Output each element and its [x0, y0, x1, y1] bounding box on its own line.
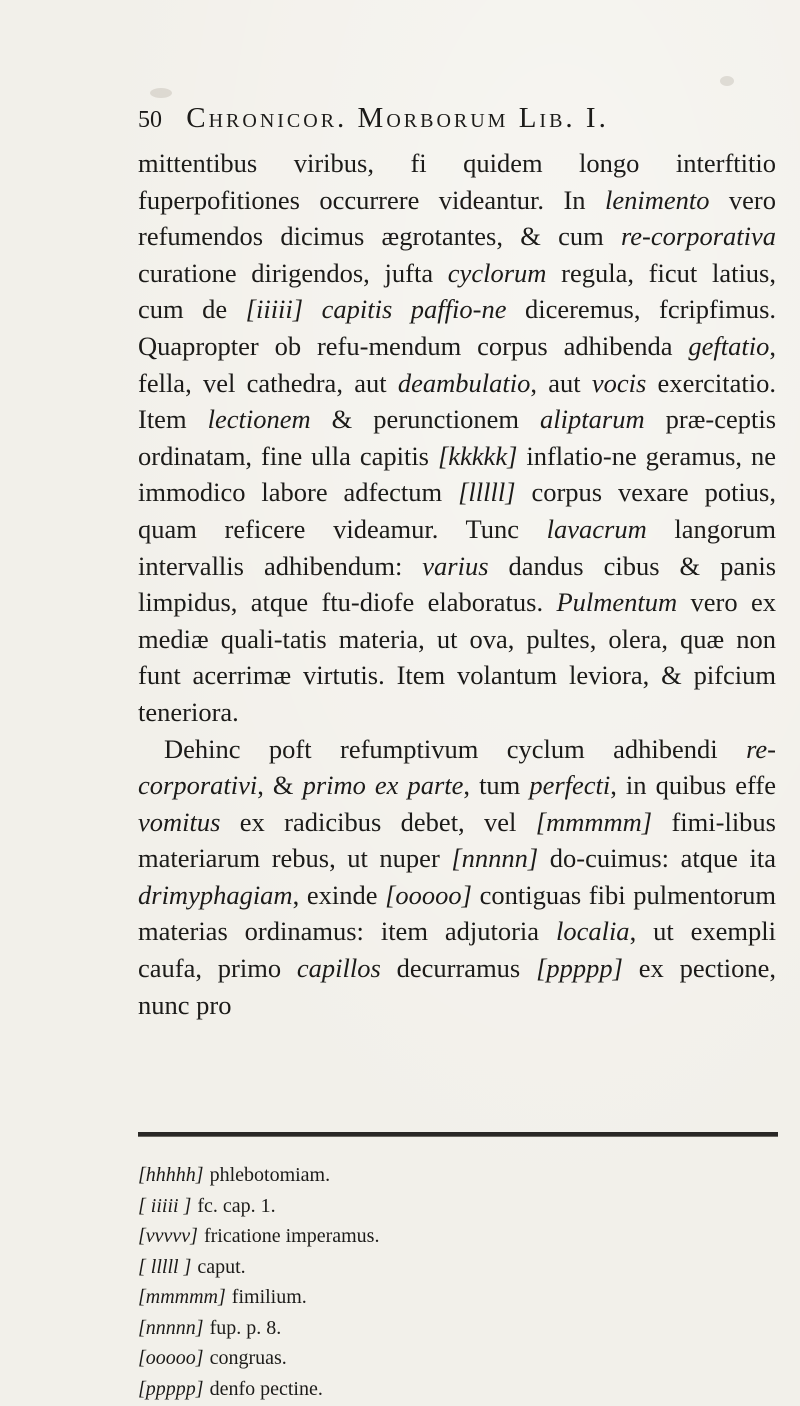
italic-term: localia: [555, 916, 630, 947]
text-run: & perunctionem: [310, 404, 541, 435]
text-run: , aut: [530, 367, 592, 398]
footnote-item: [138, 1221, 638, 1252]
italic-term: geftatio: [688, 330, 770, 361]
footnote-text: denfo pectine.: [209, 1377, 323, 1400]
text-run: fimi-libus materiarum rebus, ut nuper: [138, 806, 776, 874]
text-run: exercitatio. Item: [138, 367, 776, 435]
text-run: vero ex mediæ quali-tatis materia, ut ova, pultes, olera, quæ non funt acerrimæ virtutis. Item volantum leviora, & pifcium teneriora.: [138, 587, 776, 727]
italic-term: aliptarum: [540, 404, 645, 435]
footnotes: [138, 1160, 638, 1404]
italic-term: Pulmentum: [556, 587, 678, 618]
footnote-key: [ iiiii ]: [138, 1194, 192, 1217]
header-book-label: Lib. I.: [518, 102, 609, 134]
italic-term: vomitus: [138, 806, 221, 837]
text-run: curatione dirigendos, jufta: [138, 257, 448, 288]
footnote-text: fup. p. 8.: [209, 1316, 282, 1339]
footnote-key: [nnnnn]: [138, 1316, 204, 1339]
footnote-item: [138, 1191, 638, 1222]
paragraph: [138, 145, 776, 731]
text-run: ex radicibus debet, vel: [220, 806, 536, 837]
italic-term: [mmmmm]: [535, 806, 653, 837]
italic-term: [iiiii]: [245, 294, 304, 325]
footnote-key: [ooooo]: [138, 1347, 204, 1369]
footnote-item: [138, 1313, 638, 1344]
italic-term: drimyphagiam: [138, 879, 293, 910]
text-run: dandus cibus & panis limpidus, atque ftu-diofe elaboratus.: [138, 550, 777, 618]
italic-term: lenimento: [604, 184, 710, 215]
text-run: Dehinc poft refumptivum cyclum adhibendi: [164, 733, 747, 764]
text-run: regula, ficut latius, cum de: [138, 257, 776, 325]
footnote-key: [vvvvv]: [138, 1225, 198, 1247]
footnote-key: [ lllll ]: [138, 1255, 192, 1278]
page-number: 50: [138, 107, 162, 133]
footnote-rule: [138, 1132, 778, 1137]
italic-term: re-corporativi: [138, 733, 776, 801]
italic-term: primo ex parte: [302, 770, 464, 801]
text-run: [303, 294, 322, 324]
running-header: [138, 102, 778, 135]
italic-term: [ppppp]: [536, 953, 623, 984]
footnote-text: fimilium.: [231, 1286, 307, 1308]
footnote-text: fricatione imperamus.: [203, 1225, 380, 1247]
footnote-key: [ppppp]: [138, 1377, 204, 1400]
footnote-item: [138, 1160, 638, 1191]
text-run: , &: [257, 770, 303, 801]
italic-term: capitis paffio-ne: [321, 294, 507, 325]
text-run: do-cuimus: atque ita: [538, 843, 776, 874]
text-run: mittentibus viribus, fi quidem longo interftitio fuperpofitiones occurrere videantur. In: [138, 148, 776, 215]
italic-term: lectionem: [207, 404, 311, 435]
main-text: [138, 145, 776, 1023]
text-run: diceremus, fcripfimus. Quapropter ob refu-mendum corpus adhibenda: [138, 294, 777, 361]
text-run: , exinde: [292, 879, 386, 910]
footnote-text: fc. cap. 1.: [197, 1194, 276, 1217]
italic-term: [lllll]: [458, 477, 516, 508]
italic-term: lavacrum: [546, 513, 647, 544]
italic-term: cyclorum: [447, 257, 547, 288]
italic-term: [ooooo]: [385, 879, 472, 910]
text-run: vero refumendos dicimus ægrotantes, & cum: [138, 184, 777, 252]
footnote-text: phlebotomiam.: [209, 1164, 331, 1186]
italic-term: capillos: [296, 953, 381, 984]
header-title-chronicor: Chronicor.: [186, 102, 348, 134]
italic-term: perfecti: [529, 770, 611, 801]
header-title-morborum: Morborum: [357, 102, 509, 134]
text-run: ex pectione, nunc pro: [138, 953, 776, 1020]
ink-smudge: [150, 88, 172, 98]
footnote-text: caput.: [197, 1255, 246, 1278]
italic-term: varius: [422, 550, 489, 581]
footnote-text: congruas.: [209, 1347, 287, 1369]
footnote-item: [138, 1282, 638, 1313]
footnote-item: [138, 1252, 638, 1283]
footnote-item: [138, 1343, 638, 1374]
italic-term: deambulatio: [397, 367, 531, 398]
text-run: inflatio-ne geramus, ne immodico labore adfectum: [138, 440, 777, 508]
text-run: præ-ceptis ordinatam, fine ulla capitis: [138, 404, 777, 471]
paragraph: [138, 731, 776, 1024]
text-run: , in quibus effe: [610, 770, 776, 801]
footnote-key: [hhhhh]: [138, 1164, 204, 1186]
footnote-key: [mmmmm]: [138, 1286, 226, 1308]
text-run: , fella, vel cathedra, aut: [138, 330, 776, 398]
italic-term: vocis: [591, 367, 647, 398]
ink-smudge: [720, 76, 734, 86]
text-run: decurramus: [380, 953, 537, 984]
text-run: , tum: [463, 770, 530, 801]
footnote-item: [138, 1374, 638, 1405]
italic-term: [kkkkk]: [437, 440, 518, 471]
text-run: , ut exempli caufa, primo: [138, 916, 776, 984]
italic-term: [nnnnn]: [451, 843, 539, 874]
text-run: corpus vexare potius, quam reficere videamur. Tunc: [138, 477, 776, 544]
text-run: langorum intervallis adhibendum:: [138, 513, 776, 581]
italic-term: re-corporativa: [620, 221, 776, 252]
text-run: contiguas fibi pulmentorum materias ordinamus: item adjutoria: [138, 879, 776, 947]
